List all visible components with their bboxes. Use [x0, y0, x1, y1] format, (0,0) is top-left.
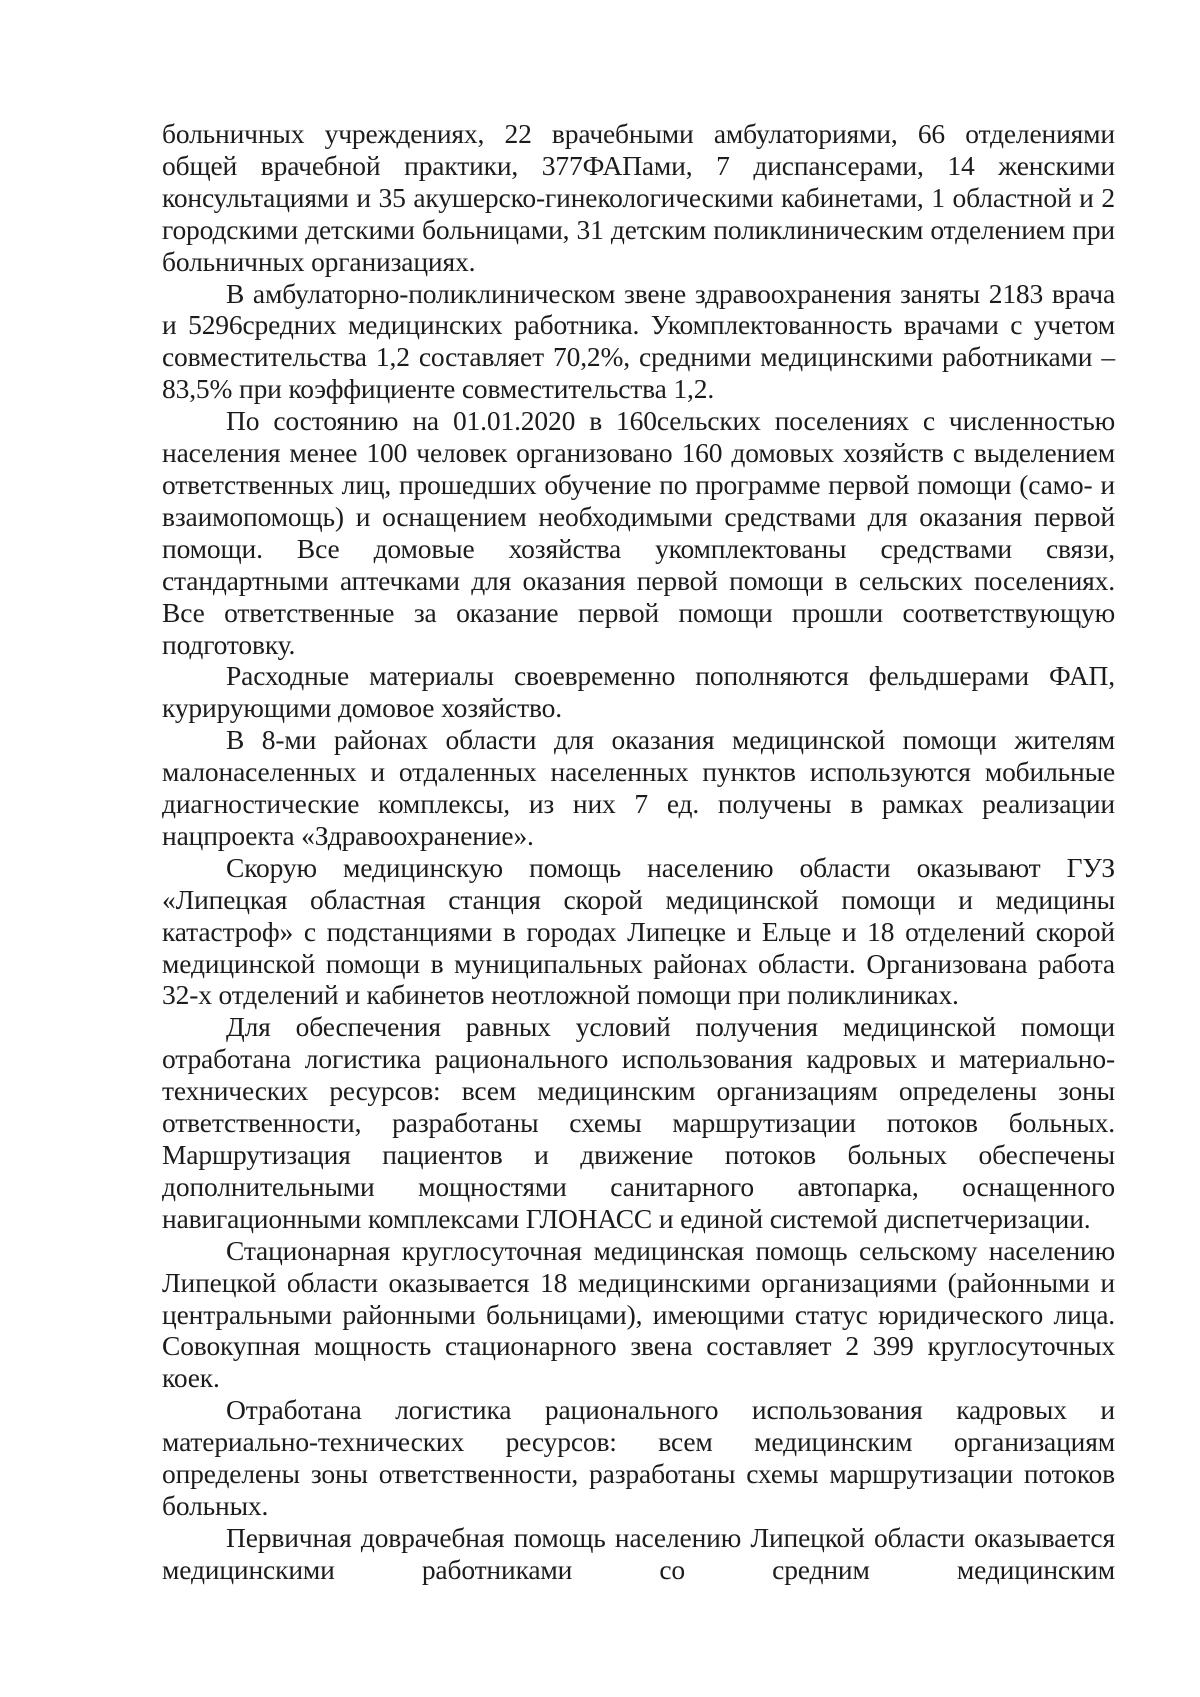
paragraph-ambulance: Скорую медицинскую помощь населению области оказывают ГУЗ «Липецкая областная станция скорой медицинской помощи и медицины катастроф» с подстанциями в городах Липецке и Ельце и 18 отделений скорой медицинской помощи в муниципальных районах области. Организована работа 32-х отделений и кабинетов неотложной помощи при поликлиниках. — [162, 851, 1115, 1011]
paragraph-outpatient-staff: В амбулаторно-поликлиническом звене здравоохранения заняты 2183 врача и 5296средних медицинских работника. Укомплектованность врачами с учетом совместительства 1,2 составляет 70,2%, средними медицинскими работниками – 83,5% при коэффициенте совместительства 1,2. — [162, 277, 1115, 405]
paragraph-primary-care: Первичная доврачебная помощь населению Липецкой области оказывается медицинскими работниками со средним медицинским — [162, 1521, 1115, 1585]
paragraph-logistics-repeat: Отработана логистика рационального использования кадровых и материально-технических ресурсов: всем медицинским организациям определены зоны ответственности, разработаны схемы маршрутизации потоков больных. — [162, 1394, 1115, 1521]
paragraph-logistics: Для обеспечения равных условий получения медицинской помощи отработана логистика рационального использования кадровых и материально-технических ресурсов: всем медицинским организациям определены зоны ответственности, разработаны схемы маршрутизации потоков больных. Маршрутизация пациентов и движение потоков больных обеспечены дополнительными мощностями санитарного автопарка, оснащенного навигационными комплексами ГЛОНАСС и единой системой диспетчеризации. — [162, 1011, 1115, 1234]
paragraph-households: По состоянию на 01.01.2020 в 160сельских поселениях с численностью населения менее 100 человек организовано 160 домовых хозяйств с выделением ответственных лиц, прошедших обучение по программе первой помощи (само- и взаимопомощь) и оснащением необходимыми средствами для оказания первой помощи. Все домовые хозяйства укомплектованы средствами связи, стандартными аптечками для оказания первой помощи в сельских поселениях. Все ответственные за оказание первой помощи прошли соответствующую подготовку. — [162, 405, 1115, 660]
paragraph-inpatient: Стационарная круглосуточная медицинская помощь сельскому населению Липецкой области оказывается 18 медицинскими организациями (районными и центральными районными больницами), имеющими статус юридического лица. Совокупная мощность стационарного звена составляет 2 399 круглосуточных коек. — [162, 1234, 1115, 1394]
paragraph-mobile-complexes: В 8-ми районах области для оказания медицинской помощи жителям малонаселенных и отдаленных населенных пунктов используются мобильные диагностические комплексы, из них 7 ед. получены в рамках реализации нацпроекта «Здравоохранение». — [162, 724, 1115, 851]
paragraph-facilities: больничных учреждениях, 22 врачебными амбулаториями, 66 отделениями общей врачебной практики, 377ФАПами, 7 диспансерами, 14 женскими консультациями и 35 акушерско-гинекологическими кабинетами, 1 областной и 2 городскими детскими больницами, 31 детским поликлиническим отделением при больничных организациях. — [162, 118, 1115, 277]
paragraph-consumables: Расходные материалы своевременно пополняются фельдшерами ФАП, курирующими домовое хозяйство. — [162, 660, 1115, 724]
